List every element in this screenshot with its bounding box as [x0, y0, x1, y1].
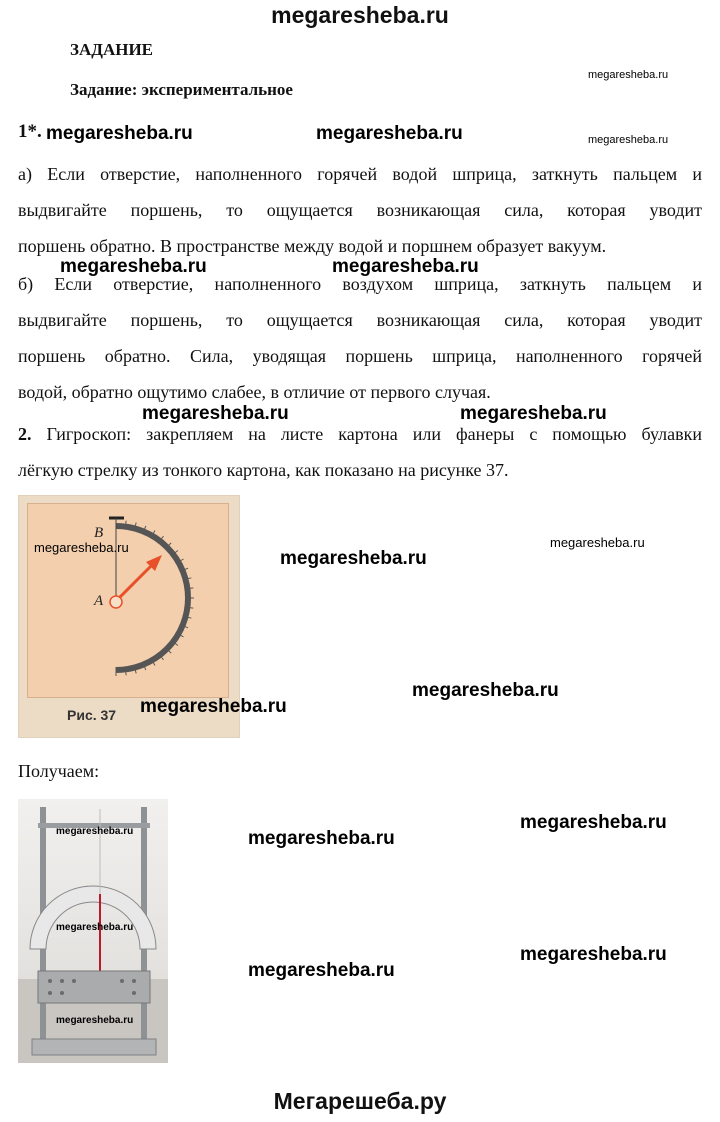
watermark: megaresheba.ru [520, 812, 667, 833]
text-line: лёгкую стрелку из тонкого картона, как показано на рисунке 37. [18, 460, 509, 480]
watermark: megaresheba.ru [412, 680, 559, 701]
label-b: B [94, 525, 104, 541]
section-subtitle: Задание: экспериментальное [70, 80, 293, 99]
hygroscope-drawing [28, 504, 228, 697]
section-title: ЗАДАНИЕ [70, 40, 154, 59]
site-header: megaresheba.ru [271, 2, 449, 28]
device-photo [18, 799, 168, 1063]
task1-part-b [18, 266, 702, 410]
protractor-scale [30, 886, 156, 949]
pivot-pin-icon [110, 596, 122, 608]
task1-part-a [18, 156, 702, 264]
label-a: A [94, 593, 104, 609]
task2-number: 2. [18, 424, 32, 444]
watermark: megaresheba.ru [520, 944, 667, 965]
text-line: выдвигайте поршень, то ощущается возникающая сила, которая уводит [18, 310, 702, 330]
watermark: megaresheba.ru [56, 1015, 134, 1026]
watermark: megaresheba.ru [56, 922, 134, 933]
task2-line-1: Гигроскоп: закрепляем на листе картона или фанеры с помощью булавки [46, 424, 703, 444]
watermark: megaresheba.ru [316, 123, 463, 144]
watermark: megaresheba.ru [248, 960, 395, 981]
watermark: megaresheba.ru [34, 540, 129, 555]
watermark: megaresheba.ru [46, 123, 193, 144]
text-line: поршень обратно. В пространстве между водой и поршнем образует вакуум. [18, 236, 607, 256]
task2-text [18, 416, 702, 488]
watermark: megaresheba.ru [248, 828, 395, 849]
site-footer: Мегарешеба.ру [273, 1088, 447, 1114]
text-line [18, 416, 702, 452]
result-label: Получаем: [18, 761, 100, 781]
base-plate [32, 1039, 156, 1055]
watermark: megaresheba.ru [280, 548, 427, 569]
text-line: водой, обратно ощутимо слабее, в отличие от первого случая. [18, 382, 491, 402]
watermark: megaresheba.ru [140, 696, 287, 717]
metal-plate [38, 971, 150, 1003]
watermark: megaresheba.ru [550, 535, 645, 550]
text-line: выдвигайте поршень, то ощущается возникающая сила, которая уводит [18, 200, 702, 220]
watermark: megaresheba.ru [60, 256, 207, 277]
watermark: megaresheba.ru [332, 256, 479, 277]
figure-37-caption: Рис. 37 [67, 707, 117, 723]
pointer-arrow [116, 561, 156, 601]
watermark: megaresheba.ru [588, 69, 669, 81]
text-line: б) Если отверстие, наполненного воздухом шприца, заткнуть пальцем и [18, 274, 702, 294]
text-line: поршень обратно. Сила, уводящая поршень шприца, наполненного горячей [18, 346, 702, 366]
figure-37-panel [27, 503, 229, 698]
watermark: megaresheba.ru [460, 403, 607, 424]
text-line: а) Если отверстие, наполненного горячей водой шприца, заткнуть пальцем и [18, 164, 702, 184]
watermark: megaresheba.ru [588, 134, 669, 146]
task1-number: 1*. [18, 121, 42, 142]
watermark: megaresheba.ru [56, 826, 134, 837]
watermark: megaresheba.ru [142, 403, 289, 424]
